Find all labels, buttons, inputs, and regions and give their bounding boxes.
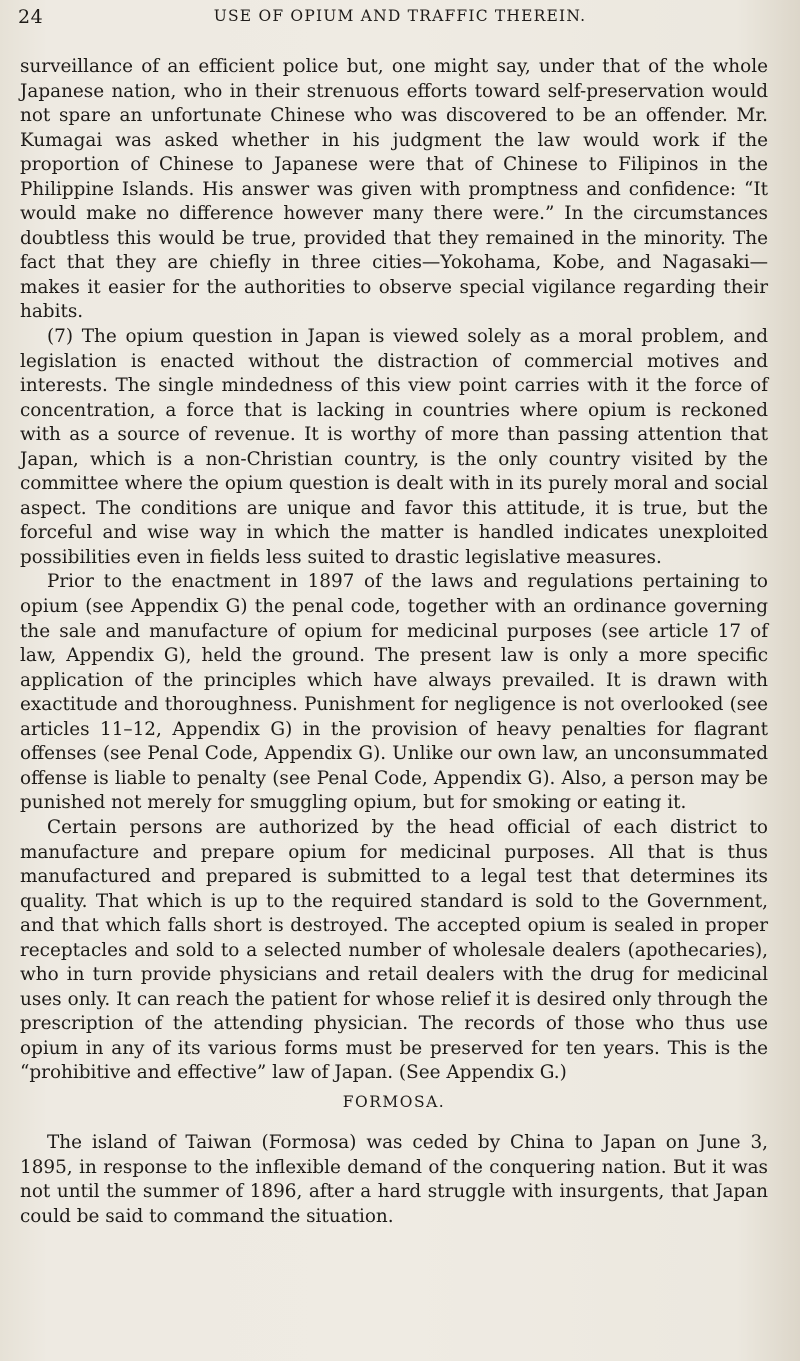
paragraph-moral-problem: (7) The opium question in Japan is viewed solely as a moral problem, and legislation is enacted without the distraction of commercial motives and interests. The single mindedness of this view point carries with it the force of concentration, a force that is lacking in countries where opium is reckoned with as a source of revenue. It is worthy of more than passing attention that Japan, which is a non-Christian country, is the only country visited by the committee where the opium question is dealt with in its purely moral and social aspect. The conditions are unique and favor this attitude, it is true, but the forceful and wise way in which the matter is handled indicates unexploited possibilities even in fields less suited to drastic legislative measures. — [20, 326, 768, 568]
paragraph-surveillance: surveillance of an efficient police but, one might say, under that of the whole Japanese nation, who in their strenuous efforts toward self-preservation would not spare an unfortunate Chinese who was discovered to be an offender. Mr. Kumagai was asked whether in his judgment the law would work if the proportion of Chinese to Japanese were that of Chinese to Filipinos in the Philippine Islands. His answer was given with promptness and confidence: “It would make no difference however many there were.” In the circumstances doubtless this would be true, provided that they remained in the minority. The fact that they are chiefly in three cities—Yokohama, Kobe, and Nagasaki—makes it easier for the authorities to observe special vigilance regarding their habits. — [20, 56, 768, 323]
running-head: USE OF OPIUM AND TRAFFIC THEREIN. — [213, 7, 587, 25]
paragraph-prior-enactment: Prior to the enactment in 1897 of the laws and regulations pertaining to opium (see Appendix G) the penal code, together with an ordinance governing the sale and manufacture of opium for medicinal purposes (see article 17 of law, Appendix G), held the ground. The present law is only a more specific application of the principles which have always prevailed. It is drawn with exactitude and thoroughness. Punishment for negligence is not overlooked (see articles 11–12, Appendix G) in the provision of heavy penalties for flagrant offenses (see Penal Code, Appendix G). Unlike our own law, an unconsummated offense is liable to penalty (see Penal Code, Appendix G). Also, a person may be punished not merely for smuggling opium, but for smoking or eating it. — [20, 571, 768, 814]
page-number: 24 — [18, 6, 44, 28]
paragraph-taiwan: The island of Taiwan (Formosa) was ceded by China to Japan on June 3, 1895, in response to the inflexible demand of the conquering nation. But it was not until the summer of 1896, after a hard struggle with insurgents, that Japan could be said to command the situation. — [20, 1131, 768, 1227]
section-heading-formosa: FORMOSA. — [342, 1092, 446, 1111]
page-header — [0, 4, 800, 34]
body-text — [20, 55, 768, 1229]
paragraph-certain-persons: Certain persons are authorized by the head official of each district to manufacture and prepare opium for medicinal purposes. All that is thus manufactured and prepared is submitted to a legal test that determines its quality. That which is up to the required standard is sold to the Government, and that which falls short is destroyed. The accepted opium is sealed in proper receptacles and sold to a selected number of wholesale dealers (apothecaries), who in turn provide physicians and retail dealers with the drug for medicinal uses only. It can reach the patient for whose relief it is desired only through the prescription of the attending physician. The records of those who thus use opium in any of its various forms must be preserved for ten years. This is the “prohibitive and effective” law of Japan. (See Appendix G.) — [20, 816, 768, 1084]
